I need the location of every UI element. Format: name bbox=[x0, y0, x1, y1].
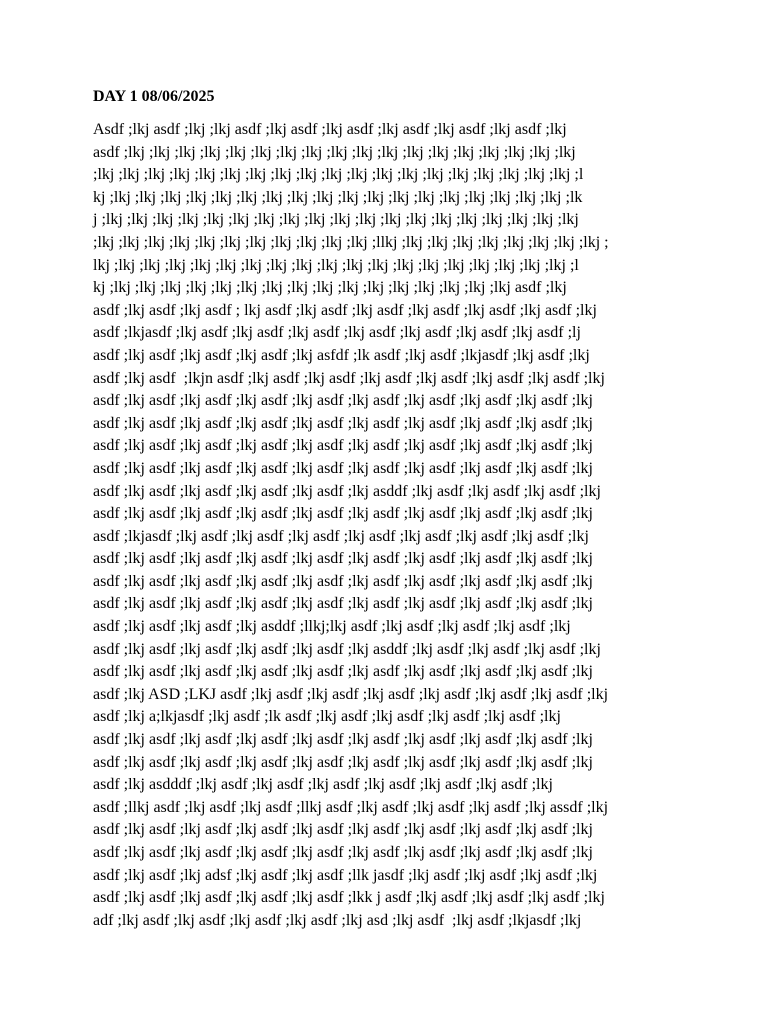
text-line: ;lkj ;lkj ;lkj ;lkj ;lkj ;lkj ;lkj ;lkj ;lkj ;lkj ;lkj ;lkj ;lkj ;lkj ;lkj ;lkj ;lkj ;lkj ;lkj ;l bbox=[93, 166, 584, 184]
text-line: asdf ;lkj asdf ;lkj asdf ;lkj asdf ;lkj asfdf ;lk asdf ;lkj asdf ;lkjasdf ;lkj asdf ;lkj bbox=[93, 346, 590, 364]
text-line: kj ;lkj ;lkj ;lkj ;lkj ;lkj ;lkj ;lkj ;lkj ;lkj ;lkj ;lkj ;lkj ;lkj ;lkj ;lkj ;lkj ;lkj ;lkj ;lk bbox=[93, 188, 583, 206]
text-line: asdf ;lkj asdf ;lkj asdf ;lkj asdf ;lkj asdf ;lkj asdf ;lkj asdf ;lkj asdf ;lkj asdf ;lkj bbox=[93, 414, 593, 432]
text-line: asdf ;lkj asdf ;lkjn asdf ;lkj asdf ;lkj asdf ;lkj asdf ;lkj asdf ;lkj asdf ;lkj asdf ;lkj bbox=[93, 369, 605, 387]
text-line: asdf ;lkj asdf ;lkj asdf ;lkj asdf ;lkj asdf ;lkk j asdf ;lkj asdf ;lkj asdf ;lkj asdf ;lkj bbox=[93, 889, 605, 907]
text-line: asdf ;lkj asdf ;lkj asdf ;lkj asdf ;lkj asdf ;lkj asdf ;lkj asdf ;lkj asdf ;lkj asdf ;lkj bbox=[93, 392, 593, 410]
text-line: asdf ;lkj asdf ;lkj asdf ;lkj asdf ;lkj asdf ;lkj asdf ;lkj asdf ;lkj asdf ;lkj asdf ;lkj bbox=[93, 459, 593, 477]
text-line: asdf ;lkj asdf ;lkj asdf ;lkj asdf ;lkj asdf ;lkj asddf ;lkj asdf ;lkj asdf ;lkj asdf ;lkj bbox=[93, 640, 601, 658]
text-line: asdf ;lkj asdf ;lkj asdf ;lkj asdf ;lkj asdf ;lkj asdf ;lkj asdf ;lkj asdf ;lkj asdf ;lkj bbox=[93, 550, 593, 568]
text-line: asdf ;lkj asdf ;lkj asdf ;lkj asdf ;lkj asdf ;lkj asdf ;lkj asdf ;lkj asdf ;lkj asdf ;lkj bbox=[93, 821, 593, 839]
text-line: asdf ;lkj ;lkj ;lkj ;lkj ;lkj ;lkj ;lkj ;lkj ;lkj ;lkj ;lkj ;lkj ;lkj ;lkj ;lkj ;lkj ;lkj ;lkj bbox=[93, 143, 576, 161]
text-line: asdf ;llkj asdf ;lkj asdf ;lkj asdf ;llkj asdf ;lkj asdf ;lkj asdf ;lkj asdf ;lkj assdf ;lkj bbox=[93, 798, 609, 816]
text-line: asdf ;lkj asdf ;lkj asdf ;lkj asddf ;llkj;lkj asdf ;lkj asdf ;lkj asdf ;lkj asdf ;lkj bbox=[93, 618, 571, 636]
text-line: asdf ;lkjasdf ;lkj asdf ;lkj asdf ;lkj asdf ;lkj asdf ;lkj asdf ;lkj asdf ;lkj asdf ;lkj bbox=[93, 527, 589, 545]
text-line: ;lkj ;lkj ;lkj ;lkj ;lkj ;lkj ;lkj ;lkj ;lkj ;lkj ;lkj ;llkj ;lkj ;lkj ;lkj ;lkj ;lkj ;lkj ;lkj ;lkj ; bbox=[93, 233, 609, 251]
text-line: asdf ;lkj asdddf ;lkj asdf ;lkj asdf ;lkj asdf ;lkj asdf ;lkj asdf ;lkj asdf ;lkj bbox=[93, 776, 553, 794]
text-line: asdf ;lkj asdf ;lkj asdf ;lkj asdf ;lkj asdf ;lkj asdf ;lkj asdf ;lkj asdf ;lkj asdf ;lkj bbox=[93, 505, 593, 523]
text-line: asdf ;lkj asdf ;lkj asdf ;lkj asdf ;lkj asdf ;lkj asdf ;lkj asdf ;lkj asdf ;lkj asdf ;lkj bbox=[93, 572, 593, 590]
document-body bbox=[93, 119, 693, 932]
text-line: lkj ;lkj ;lkj ;lkj ;lkj ;lkj ;lkj ;lkj ;lkj ;lkj ;lkj ;lkj ;lkj ;lkj ;lkj ;lkj ;lkj ;lkj ;lkj ;l bbox=[93, 256, 579, 274]
text-line: j ;lkj ;lkj ;lkj ;lkj ;lkj ;lkj ;lkj ;lkj ;lkj ;lkj ;lkj ;lkj ;lkj ;lkj ;lkj ;lkj ;lkj ;lkj ;lkj bbox=[93, 211, 579, 229]
text-line: adf ;lkj asdf ;lkj asdf ;lkj asdf ;lkj asdf ;lkj asd ;lkj asdf ;lkj asdf ;lkjasdf ;lkj bbox=[93, 911, 582, 929]
text-line: asdf ;lkj asdf ;lkj asdf ;lkj asdf ;lkj asdf ;lkj asddf ;lkj asdf ;lkj asdf ;lkj asdf ;lkj bbox=[93, 482, 601, 500]
text-line: asdf ;lkj asdf ;lkj asdf ;lkj asdf ;lkj asdf ;lkj asdf ;lkj asdf ;lkj asdf ;lkj asdf ;lkj bbox=[93, 663, 593, 681]
text-line: Asdf ;lkj asdf ;lkj ;lkj asdf ;lkj asdf ;lkj asdf ;lkj asdf ;lkj asdf ;lkj asdf ;lkj bbox=[93, 121, 567, 138]
text-line: asdf ;lkj a;lkjasdf ;lkj asdf ;lk asdf ;lkj asdf ;lkj asdf ;lkj asdf ;lkj asdf ;lkj bbox=[93, 708, 561, 726]
text-line: asdf ;lkj asdf ;lkj adsf ;lkj asdf ;lkj asdf ;llk jasdf ;lkj asdf ;lkj asdf ;lkj asdf ;lkj bbox=[93, 866, 598, 884]
text-line: kj ;lkj ;lkj ;lkj ;lkj ;lkj ;lkj ;lkj ;lkj ;lkj ;lkj ;lkj ;lkj ;lkj ;lkj ;lkj ;lkj asdf ;lkj bbox=[93, 279, 567, 297]
text-line: asdf ;lkj asdf ;lkj asdf ; lkj asdf ;lkj asdf ;lkj asdf ;lkj asdf ;lkj asdf ;lkj asdf ;lkj bbox=[93, 301, 597, 319]
text-line: asdf ;lkj ASD ;LKJ asdf ;lkj asdf ;lkj asdf ;lkj asdf ;lkj asdf ;lkj asdf ;lkj asdf ;lkj bbox=[93, 685, 609, 703]
document-title: DAY 1 08/06/2025 bbox=[93, 88, 215, 105]
text-line: asdf ;lkj asdf ;lkj asdf ;lkj asdf ;lkj asdf ;lkj asdf ;lkj asdf ;lkj asdf ;lkj asdf ;lkj bbox=[93, 844, 593, 861]
text-line: asdf ;lkj asdf ;lkj asdf ;lkj asdf ;lkj asdf ;lkj asdf ;lkj asdf ;lkj asdf ;lkj asdf ;lkj bbox=[93, 731, 593, 749]
text-line: asdf ;lkj asdf ;lkj asdf ;lkj asdf ;lkj asdf ;lkj asdf ;lkj asdf ;lkj asdf ;lkj asdf ;lkj bbox=[93, 437, 593, 455]
text-line: asdf ;lkj asdf ;lkj asdf ;lkj asdf ;lkj asdf ;lkj asdf ;lkj asdf ;lkj asdf ;lkj asdf ;lkj bbox=[93, 753, 593, 771]
text-line: asdf ;lkjasdf ;lkj asdf ;lkj asdf ;lkj asdf ;lkj asdf ;lkj asdf ;lkj asdf ;lkj asdf ;lj bbox=[93, 324, 581, 342]
text-line: asdf ;lkj asdf ;lkj asdf ;lkj asdf ;lkj asdf ;lkj asdf ;lkj asdf ;lkj asdf ;lkj asdf ;lkj bbox=[93, 595, 593, 613]
